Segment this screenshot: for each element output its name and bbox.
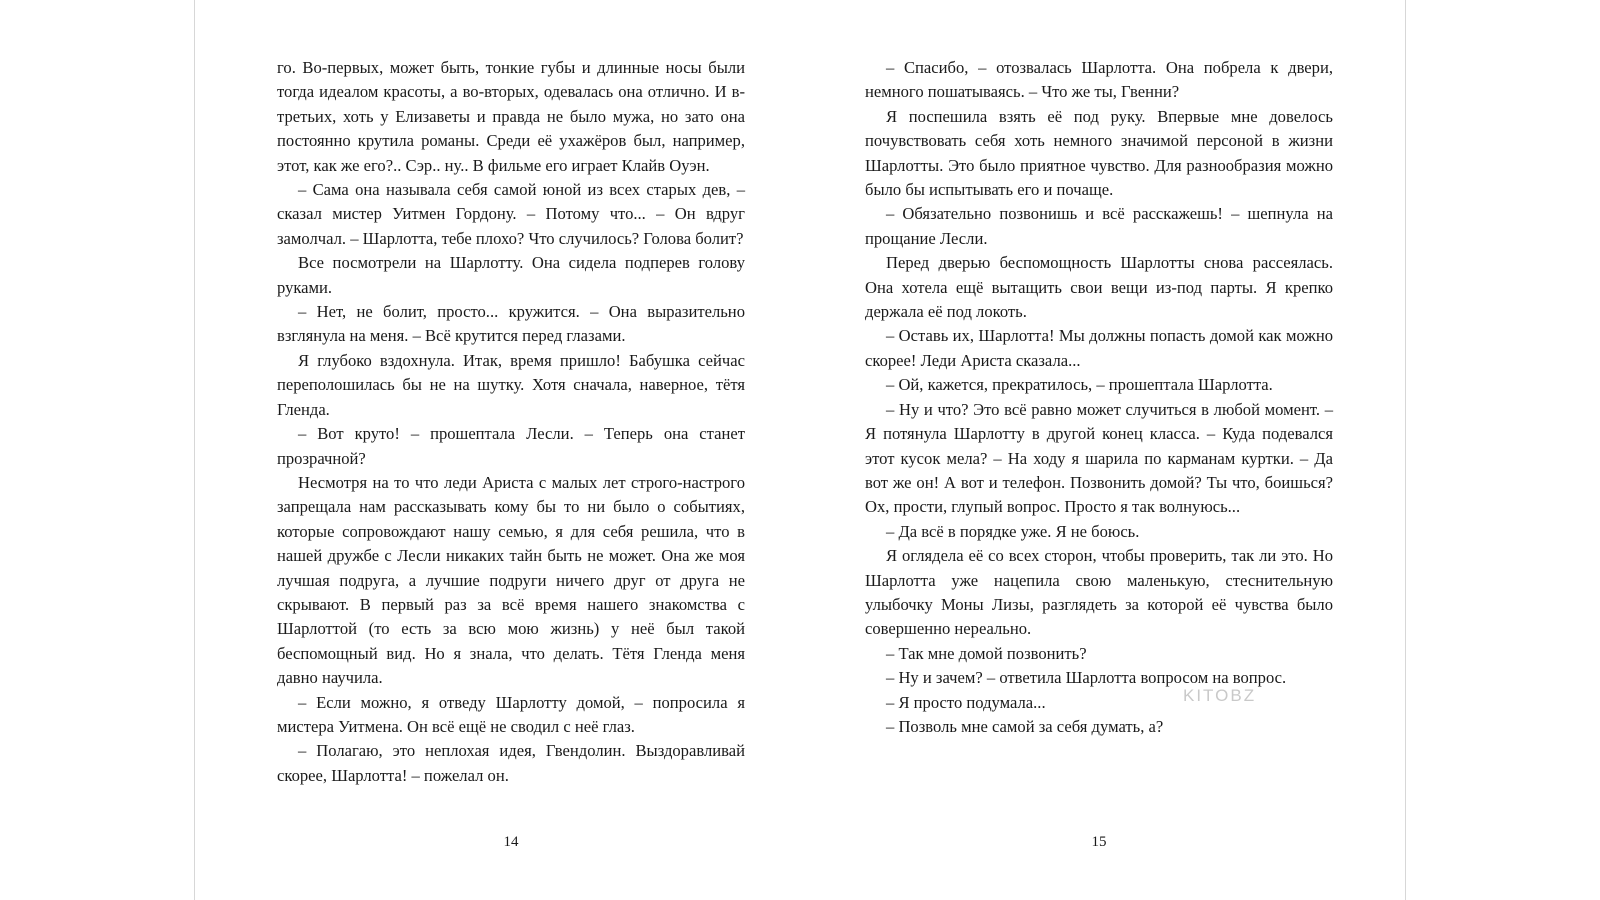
paragraph: – Позволь мне самой за себя думать, а? — [886, 716, 1164, 736]
paragraph: го. Во-первых, может быть, тонкие губы и длинные носы были тогда идеалом красоты, а во-вторых, одевалась она отлично. И в-третьих, хоть у Елизаветы и правда не было мужа, но зато она постоянно крутила романы. Среди её ухажёров был, например, этот, как же его?.. Сэр.. ну.. В фильме его играет Клайв Оуэн. — [277, 58, 745, 175]
paragraph: – Так мне домой позвонить? — [886, 643, 1087, 663]
page-number-right: 15 — [1091, 834, 1107, 850]
paragraph: – Оставь их, Шарлотта! Мы должны попасть домой как можно скорее! Леди Ариста сказала... — [865, 326, 1333, 370]
paragraph: – Нет, не болит, просто... кружится. – Она выразительно взглянула на меня. – Всё крутится перед глазами. — [277, 302, 745, 346]
paragraph: Я оглядела её со всех сторон, чтобы проверить, так ли это. Но Шарлотта уже нацепила свою маленькую, стеснительную улыбочку Моны Лизы, разглядеть за которой её чувства было совершенно нереально. — [865, 546, 1333, 639]
paragraph: – Да всё в порядке уже. Я не боюсь. — [886, 521, 1140, 541]
paragraph: – Я просто подумала... — [886, 692, 1046, 712]
paragraph: – Спасибо, – отозвалась Шарлотта. Она побрела к двери, немного пошатываясь. – Что же ты, Гвенни? — [865, 58, 1333, 102]
paragraph: – Сама она называла себя самой юной из всех старых дев, – сказал мистер Уитмен Гордону. – Потому что... – Он вдруг замолчал. – Шарлотта, тебе плохо? Что случилось? Голова болит? — [277, 180, 745, 248]
watermark: KITOBZ — [1183, 686, 1257, 705]
paragraph: – Обязательно позвонишь и всё расскажешь! – шепнула на прощание Лесли. — [865, 204, 1333, 248]
paragraph: – Если можно, я отведу Шарлотту домой, – попросила я мистера Уитмена. Он всё ещё не сводил с неё глаз. — [277, 692, 745, 736]
paragraph: Я глубоко вздохнула. Итак, время пришло! Бабушка сейчас переполошилась бы не на шутку. Хотя сначала, наверное, тётя Гленда. — [277, 350, 745, 419]
book-spread — [194, 0, 1406, 900]
paragraph: Все посмотрели на Шарлотту. Она сидела подперев голову руками. — [277, 253, 745, 297]
paragraph: – Вот круто! – прошептала Лесли. – Теперь она станет прозрачной? — [277, 424, 745, 468]
right-page — [865, 56, 1333, 856]
paragraph: Перед дверью беспомощность Шарлотты снова рассеялась. Она хотела ещё вытащить свои вещи из-под парты. Я крепко держала её под локоть. — [865, 253, 1333, 322]
paragraph: Несмотря на то что леди Ариста с малых лет строго-настрого запрещала нам рассказывать кому бы то ни было о событиях, которые сопровождают нашу семью, я для себя решила, что в нашей дружбе с Лесли никаких тайн быть не может. Она же моя лучшая подруга, а лучшие подруги ничего друг от друга не скрывают. В первый раз за всё время нашего знакомства с Шарлоттой (то есть за всю мою жизнь) у неё был такой беспомощный вид. Но я знала, что делать. Тётя Гленда меня давно научила. — [277, 472, 745, 688]
right-page-text — [865, 56, 1333, 739]
paragraph: – Полагаю, это неплохая идея, Гвендолин. Выздоравливай скорее, Шарлотта! – пожелал он. — [277, 741, 745, 785]
paragraph: – Ну и зачем? – ответила Шарлотта вопросом на вопрос. — [886, 668, 1287, 688]
paragraph: – Ну и что? Это всё равно может случиться в любой момент. – Я потянула Шарлотту в другой конец класса. – Куда подевался этот кусок мела? – На ходу я шарила по карманам куртки. – Да вот же он! А вот и телефон. Позвонить домой? Ты что, боишься? Ох, прости, глупый вопрос. Просто я так волнуюсь... — [865, 399, 1333, 517]
paragraph: Я поспешила взять её под руку. Впервые мне довелось почувствовать себя хоть немного значимой персоной в жизни Шарлотты. Это было приятное чувство. Для разнообразия можно было бы испытывать его и почаще. — [865, 106, 1333, 200]
paragraph: – Ой, кажется, прекратилось, – прошептала Шарлотта. — [886, 375, 1273, 395]
left-page — [277, 56, 745, 856]
left-page-text — [277, 56, 745, 788]
page-number-left: 14 — [503, 834, 519, 850]
